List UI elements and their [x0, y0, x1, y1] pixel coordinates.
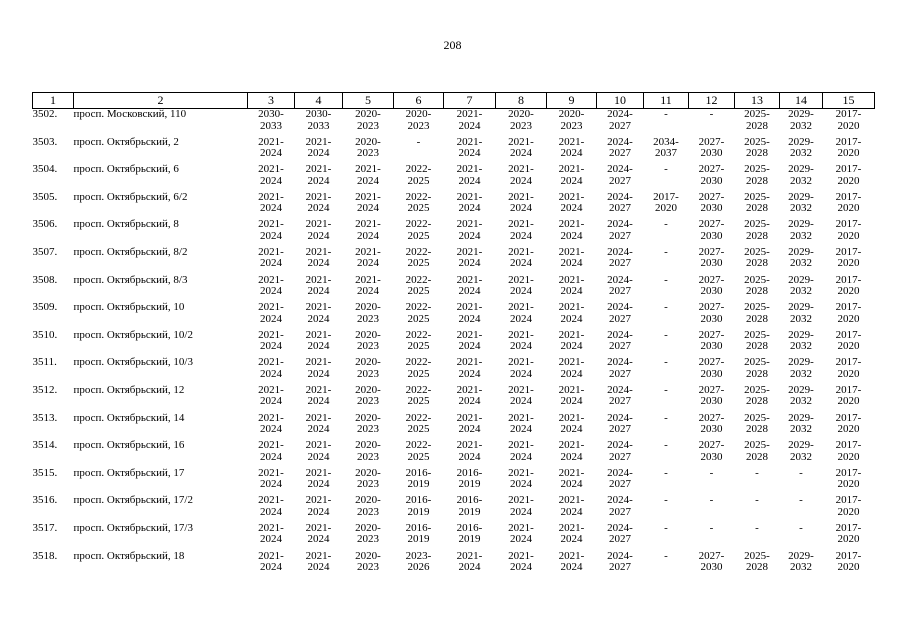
period-cell: 2021- 2024: [558, 356, 585, 380]
period-cell: 2017- 2020: [835, 521, 862, 546]
address-cell: просп. Октябрьский, 10/2: [73, 328, 193, 341]
period-cell: 2021- 2024: [456, 135, 483, 160]
period-cell: -: [664, 273, 668, 286]
period-cell: -: [664, 466, 668, 479]
period-cell: 2017- 2020: [835, 190, 862, 215]
period-cell: 2021- 2024: [508, 356, 534, 380]
row-number: 3514.: [32, 439, 58, 452]
period-cell: 2021- 2024: [305, 273, 332, 298]
period-cell: 2021- 2024: [305, 301, 332, 325]
period-cell: 2017- 2020: [835, 439, 862, 463]
period-cell: 2021- 2024: [456, 301, 483, 325]
period-cell: 2027- 2030: [698, 383, 725, 408]
period-cell: 2021- 2024: [258, 494, 284, 518]
period-cell: 2017- 2020: [835, 549, 862, 573]
row-number: 3515.: [32, 466, 58, 479]
period-cell: 2021- 2024: [508, 190, 534, 215]
period-cell: -: [664, 521, 668, 534]
period-cell: -: [664, 301, 668, 314]
period-cell: 2029- 2032: [788, 549, 814, 573]
period-cell: 2021- 2024: [508, 549, 534, 573]
period-cell: 2021- 2024: [558, 190, 585, 215]
period-cell: 2025- 2028: [744, 328, 770, 353]
table-header: [33, 93, 875, 109]
period-cell: 2021- 2024: [558, 273, 585, 298]
column-header: 2: [74, 93, 248, 109]
row-number: 3502.: [32, 108, 58, 120]
period-cell: 2029- 2032: [788, 356, 814, 380]
period-cell: -: [799, 521, 803, 534]
address-cell: просп. Московский, 110: [73, 108, 187, 120]
period-cell: 2024- 2027: [607, 245, 633, 270]
period-cell: 2021- 2024: [558, 494, 585, 518]
row-number: 3509.: [32, 301, 58, 314]
period-cell: 2021- 2024: [258, 383, 284, 408]
period-cell: -: [709, 108, 714, 120]
period-cell: 2017- 2020: [835, 356, 862, 380]
period-cell: 2021- 2024: [456, 190, 483, 215]
period-cell: -: [709, 521, 714, 534]
row-number: 3516.: [32, 494, 58, 507]
period-cell: 2021- 2024: [305, 549, 332, 573]
period-cell: 2024- 2027: [607, 163, 633, 187]
period-cell: 2029- 2032: [788, 383, 814, 408]
period-cell: 2021- 2024: [305, 356, 332, 380]
period-cell: 2017- 2020: [835, 411, 862, 436]
period-cell: 2021- 2024: [258, 301, 284, 325]
period-cell: 2024- 2027: [607, 135, 633, 160]
period-cell: 2034- 2037: [653, 135, 679, 160]
period-cell: 2024- 2027: [607, 356, 633, 380]
table-row: [33, 523, 875, 551]
period-cell: 2020- 2023: [355, 521, 381, 546]
column-header: 7: [444, 93, 496, 109]
period-cell: 2021- 2024: [456, 163, 483, 187]
period-cell: 2017- 2020: [653, 190, 679, 215]
period-cell: 2025- 2028: [744, 108, 770, 132]
period-cell: 2022- 2025: [405, 328, 432, 353]
period-cell: 2022- 2025: [405, 439, 432, 463]
column-header: 14: [780, 93, 823, 109]
table-row: [33, 192, 875, 220]
period-cell: 2025- 2028: [744, 383, 770, 408]
address-cell: просп. Октябрьский, 10/3: [73, 356, 193, 369]
period-cell: 2029- 2032: [788, 328, 814, 353]
period-cell: 2021- 2024: [456, 356, 483, 380]
period-cell: 2021- 2024: [456, 218, 483, 242]
period-cell: 2030- 2033: [258, 108, 284, 132]
period-cell: 2025- 2028: [744, 245, 770, 270]
period-cell: -: [799, 466, 803, 479]
period-cell: 2021- 2024: [508, 439, 534, 463]
period-cell: 2021- 2024: [456, 383, 483, 408]
period-cell: 2021- 2024: [305, 190, 332, 215]
period-cell: 2020- 2023: [355, 135, 381, 160]
period-cell: 2021- 2024: [305, 328, 332, 353]
period-cell: 2027- 2030: [698, 411, 725, 436]
period-cell: 2017- 2020: [835, 273, 862, 298]
period-cell: 2027- 2030: [698, 163, 725, 187]
period-cell: 2024- 2027: [607, 411, 633, 436]
period-cell: 2017- 2020: [835, 108, 862, 132]
period-cell: 2021- 2024: [456, 245, 483, 270]
period-cell: 2023- 2026: [405, 549, 432, 573]
period-cell: 2029- 2032: [788, 301, 814, 325]
period-cell: -: [799, 494, 803, 507]
column-header: 8: [496, 93, 547, 109]
column-header: 5: [343, 93, 394, 109]
period-cell: 2029- 2032: [788, 163, 814, 187]
period-cell: 2030- 2033: [305, 108, 332, 132]
period-cell: 2017- 2020: [835, 383, 862, 408]
period-cell: 2024- 2027: [607, 273, 633, 298]
period-cell: 2020- 2023: [355, 356, 381, 380]
table-row: [33, 551, 875, 579]
address-cell: просп. Октябрьский, 6/2: [73, 190, 188, 203]
period-cell: 2020- 2023: [355, 549, 381, 573]
period-cell: 2022- 2025: [405, 190, 432, 215]
period-cell: 2016- 2019: [405, 466, 432, 491]
period-cell: 2021- 2024: [508, 328, 534, 353]
row-number: 3503.: [32, 135, 58, 148]
period-cell: 2017- 2020: [835, 135, 862, 160]
period-cell: 2027- 2030: [698, 301, 725, 325]
table-row: [33, 137, 875, 165]
period-cell: 2022- 2025: [405, 163, 432, 187]
period-cell: 2024- 2027: [607, 301, 633, 325]
period-cell: 2021- 2024: [558, 135, 585, 160]
period-cell: 2021- 2024: [558, 328, 585, 353]
period-cell: 2021- 2024: [258, 163, 284, 187]
period-cell: 2021- 2024: [508, 301, 534, 325]
period-cell: 2022- 2025: [405, 301, 432, 325]
period-cell: 2021- 2024: [305, 135, 332, 160]
period-cell: 2022- 2025: [405, 245, 432, 270]
column-header: 9: [547, 93, 597, 109]
period-cell: 2024- 2027: [607, 218, 633, 242]
address-cell: просп. Октябрьский, 8/3: [73, 273, 188, 286]
period-cell: 2021- 2024: [305, 411, 332, 436]
period-cell: 2021- 2024: [558, 163, 585, 187]
period-cell: 2021- 2024: [355, 218, 381, 242]
period-cell: 2024- 2027: [607, 494, 633, 518]
period-cell: 2029- 2032: [788, 411, 814, 436]
row-number: 3505.: [32, 190, 58, 203]
column-header: 12: [689, 93, 735, 109]
period-cell: 2027- 2030: [698, 245, 725, 270]
period-cell: 2021- 2024: [456, 549, 483, 573]
period-cell: 2021- 2024: [258, 218, 284, 242]
period-cell: -: [664, 328, 668, 341]
period-cell: -: [709, 494, 714, 507]
period-cell: 2027- 2030: [698, 439, 725, 463]
period-cell: 2020- 2023: [355, 466, 381, 491]
column-header: 15: [823, 93, 875, 109]
period-cell: 2021- 2024: [558, 383, 585, 408]
period-cell: 2021- 2024: [305, 383, 332, 408]
period-cell: 2020- 2023: [355, 411, 381, 436]
period-cell: -: [755, 466, 759, 479]
period-cell: 2021- 2024: [508, 383, 534, 408]
period-cell: 2021- 2024: [456, 328, 483, 353]
table-row: [33, 413, 875, 441]
row-number: 3517.: [32, 521, 58, 534]
address-cell: просп. Октябрьский, 17/2: [73, 494, 193, 507]
address-cell: просп. Октябрьский, 8: [73, 218, 179, 231]
table-row: [33, 468, 875, 496]
row-number: 3513.: [32, 411, 58, 424]
period-cell: 2017- 2020: [835, 301, 862, 325]
period-cell: -: [664, 549, 668, 562]
period-cell: -: [709, 466, 714, 479]
period-cell: 2021- 2024: [258, 328, 284, 353]
column-header: 13: [735, 93, 780, 109]
period-cell: -: [664, 356, 668, 369]
column-header: 3: [248, 93, 295, 109]
period-cell: 2025- 2028: [744, 135, 770, 160]
period-cell: 2021- 2024: [305, 439, 332, 463]
row-number: 3507.: [32, 245, 58, 258]
period-cell: 2021- 2024: [508, 218, 534, 242]
period-cell: 2021- 2024: [558, 245, 585, 270]
table-row: [33, 219, 875, 247]
period-cell: 2017- 2020: [835, 245, 862, 270]
column-header: 11: [644, 93, 689, 109]
period-cell: 2016- 2019: [405, 521, 432, 546]
period-cell: 2025- 2028: [744, 190, 770, 215]
period-cell: 2021- 2024: [558, 466, 585, 491]
period-cell: 2025- 2028: [744, 549, 770, 573]
period-cell: 2022- 2025: [405, 273, 432, 298]
table-row: [33, 109, 875, 137]
period-cell: 2021- 2024: [305, 245, 332, 270]
period-cell: 2027- 2030: [698, 190, 725, 215]
address-cell: просп. Октябрьский, 16: [73, 439, 185, 452]
period-cell: 2029- 2032: [788, 190, 814, 215]
period-cell: 2029- 2032: [788, 273, 814, 298]
period-cell: 2021- 2024: [355, 273, 381, 298]
period-cell: 2021- 2024: [258, 190, 284, 215]
period-cell: 2021- 2024: [558, 218, 585, 242]
period-cell: -: [664, 494, 668, 507]
period-cell: 2021- 2024: [305, 466, 332, 491]
row-number: 3511.: [32, 356, 57, 369]
period-cell: 2016- 2019: [405, 494, 432, 518]
table-row: [33, 164, 875, 192]
table-row: [33, 330, 875, 358]
column-header: 1: [33, 93, 74, 109]
address-cell: просп. Октябрьский, 8/2: [73, 245, 188, 258]
period-cell: 2021- 2024: [558, 521, 585, 546]
period-cell: 2021- 2024: [258, 549, 284, 573]
period-cell: 2021- 2024: [558, 411, 585, 436]
address-cell: просп. Октябрьский, 2: [73, 135, 179, 148]
period-cell: 2020- 2023: [355, 108, 381, 132]
period-cell: 2021- 2024: [305, 163, 332, 187]
period-cell: 2021- 2024: [258, 411, 284, 436]
schedule-table: [32, 92, 875, 578]
table-row: [33, 495, 875, 523]
period-cell: 2021- 2024: [508, 494, 534, 518]
period-cell: 2016- 2019: [456, 521, 483, 546]
period-cell: 2021- 2024: [258, 439, 284, 463]
period-cell: 2025- 2028: [744, 218, 770, 242]
period-cell: 2021- 2024: [508, 466, 534, 491]
period-cell: 2021- 2024: [508, 273, 534, 298]
address-cell: просп. Октябрьский, 17/3: [73, 521, 193, 534]
period-cell: 2021- 2024: [258, 356, 284, 380]
period-cell: -: [664, 218, 668, 231]
period-cell: 2025- 2028: [744, 411, 770, 436]
row-number: 3510.: [32, 328, 58, 341]
period-cell: 2021- 2024: [258, 521, 284, 546]
period-cell: 2021- 2024: [558, 439, 585, 463]
period-cell: 2027- 2030: [698, 328, 725, 353]
period-cell: 2027- 2030: [698, 135, 725, 160]
period-cell: -: [755, 521, 759, 534]
period-cell: 2021- 2024: [258, 135, 284, 160]
period-cell: -: [664, 411, 668, 424]
period-cell: 2020- 2023: [355, 328, 381, 353]
header-row: [33, 93, 875, 109]
period-cell: 2021- 2024: [558, 301, 585, 325]
period-cell: -: [664, 439, 668, 452]
period-cell: 2024- 2027: [607, 466, 633, 491]
period-cell: 2020- 2023: [558, 108, 585, 132]
period-cell: 2022- 2025: [405, 411, 432, 436]
period-cell: 2016- 2019: [456, 466, 483, 491]
period-cell: 2021- 2024: [508, 135, 534, 160]
address-cell: просп. Октябрьский, 14: [73, 411, 185, 424]
period-cell: 2021- 2024: [305, 494, 332, 518]
period-cell: 2017- 2020: [835, 328, 862, 353]
column-header: 4: [295, 93, 343, 109]
period-cell: 2024- 2027: [607, 383, 633, 408]
period-cell: 2029- 2032: [788, 108, 814, 132]
period-cell: 2022- 2025: [405, 383, 432, 408]
period-cell: 2017- 2020: [835, 494, 862, 518]
period-cell: 2021- 2024: [508, 521, 534, 546]
period-cell: 2025- 2028: [744, 163, 770, 187]
page-number: 208: [443, 38, 462, 52]
column-header: 6: [394, 93, 444, 109]
period-cell: -: [416, 135, 421, 148]
period-cell: 2021- 2024: [456, 108, 483, 132]
table-row: [33, 385, 875, 413]
period-cell: 2024- 2027: [607, 108, 633, 132]
period-cell: 2022- 2025: [405, 356, 432, 380]
period-cell: 2025- 2028: [744, 273, 770, 298]
period-cell: 2016- 2019: [456, 494, 483, 518]
period-cell: 2029- 2032: [788, 245, 814, 270]
period-cell: 2022- 2025: [405, 218, 432, 242]
period-cell: 2021- 2024: [456, 411, 483, 436]
address-cell: просп. Октябрьский, 12: [73, 383, 185, 396]
period-cell: 2021- 2024: [305, 218, 332, 242]
period-cell: 2029- 2032: [788, 218, 814, 242]
row-number: 3518.: [32, 549, 58, 562]
column-header: 10: [597, 93, 644, 109]
period-cell: 2025- 2028: [744, 439, 770, 463]
period-cell: 2021- 2024: [258, 245, 284, 270]
period-cell: -: [664, 163, 668, 176]
period-cell: 2027- 2030: [698, 273, 725, 298]
period-cell: -: [664, 108, 668, 120]
period-cell: 2029- 2032: [788, 135, 814, 160]
period-cell: 2024- 2027: [607, 190, 633, 215]
period-cell: 2025- 2028: [744, 301, 770, 325]
address-cell: просп. Октябрьский, 10: [73, 301, 185, 314]
period-cell: 2017- 2020: [835, 218, 862, 242]
period-cell: 2021- 2024: [258, 273, 284, 298]
table-row: [33, 440, 875, 468]
period-cell: 2021- 2024: [508, 163, 534, 187]
address-cell: просп. Октябрьский, 18: [73, 549, 185, 562]
table-row: [33, 275, 875, 303]
period-cell: 2021- 2024: [355, 190, 381, 215]
period-cell: 2021- 2024: [508, 411, 534, 436]
row-number: 3508.: [32, 273, 58, 286]
period-cell: 2020- 2023: [508, 108, 534, 132]
table-row: [33, 302, 875, 330]
period-cell: 2025- 2028: [744, 356, 770, 380]
period-cell: 2027- 2030: [698, 218, 725, 242]
period-cell: 2024- 2027: [607, 521, 633, 546]
period-cell: 2024- 2027: [607, 549, 633, 573]
address-cell: просп. Октябрьский, 17: [73, 466, 185, 479]
period-cell: 2021- 2024: [558, 549, 585, 573]
period-cell: -: [755, 494, 759, 507]
row-number: 3504.: [32, 163, 58, 176]
period-cell: 2020- 2023: [355, 383, 381, 408]
period-cell: 2024- 2027: [607, 439, 633, 463]
period-cell: 2020- 2023: [405, 108, 432, 132]
period-cell: 2024- 2027: [607, 328, 633, 353]
period-cell: -: [664, 383, 668, 396]
period-cell: 2020- 2023: [355, 494, 381, 518]
row-number: 3512.: [32, 383, 58, 396]
table-body: [33, 109, 875, 579]
period-cell: 2021- 2024: [258, 466, 284, 491]
table-row: [33, 357, 875, 385]
period-cell: -: [664, 245, 668, 258]
period-cell: 2029- 2032: [788, 439, 814, 463]
row-number: 3506.: [32, 218, 58, 231]
period-cell: 2020- 2023: [355, 439, 381, 463]
period-cell: 2021- 2024: [355, 163, 381, 187]
period-cell: 2021- 2024: [355, 245, 381, 270]
period-cell: 2021- 2024: [456, 439, 483, 463]
table-row: [33, 247, 875, 275]
period-cell: 2021- 2024: [305, 521, 332, 546]
period-cell: 2021- 2024: [456, 273, 483, 298]
period-cell: 2027- 2030: [698, 549, 725, 573]
address-cell: просп. Октябрьский, 6: [73, 163, 179, 176]
period-cell: 2017- 2020: [835, 163, 862, 187]
period-cell: 2027- 2030: [698, 356, 725, 380]
period-cell: 2017- 2020: [835, 466, 862, 491]
period-cell: 2020- 2023: [355, 301, 381, 325]
period-cell: 2021- 2024: [508, 245, 534, 270]
